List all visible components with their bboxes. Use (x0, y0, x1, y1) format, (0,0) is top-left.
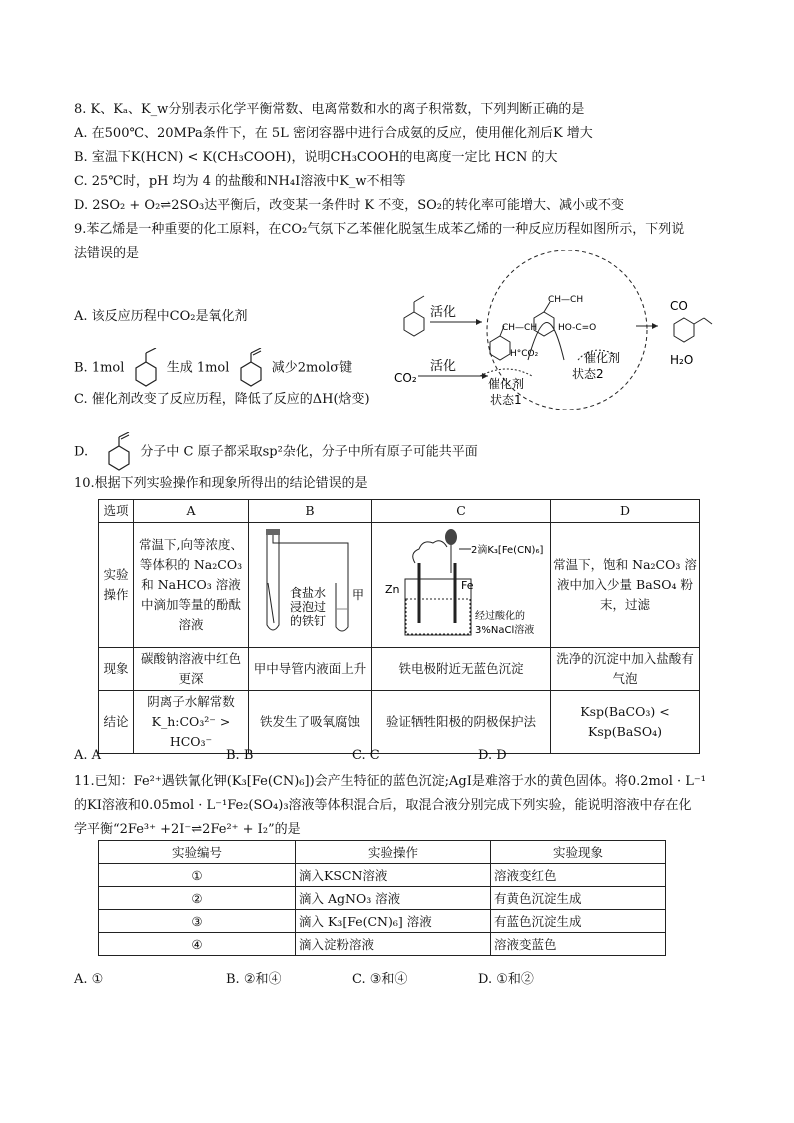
q9-option-d-prefix: D. (74, 444, 89, 460)
styrene-product-icon (674, 318, 712, 342)
q11-exp-phenomenon: 溶液变红色 (491, 864, 666, 887)
q11-header-cell: 实验操作 (296, 841, 491, 864)
q11-stem-line2: 的KI溶液和0.05mol · L⁻¹Fe₂(SO₄)₃溶液等体积混合后，取混合液分别完成下列实验，能说明溶液中存在化 (74, 798, 692, 813)
q10-row-label: 现象 (99, 648, 134, 691)
q11-answer-a: A. ① (74, 972, 104, 987)
q11-header-cell: 实验现象 (491, 841, 666, 864)
q11-exp-operation: 滴入 K₃[Fe(CN)₆] 溶液 (296, 910, 491, 933)
q11-exp-operation: 滴入淀粉溶液 (296, 933, 491, 956)
q11-exp-operation: 滴入 AgNO₃ 溶液 (296, 887, 491, 910)
q10-op-c-figure (372, 523, 551, 648)
q9-option-b-suffix: 减少2molσ键 (271, 360, 353, 376)
q10-conclusion-row (99, 691, 700, 754)
zn-electrode-label: Zn (385, 583, 400, 596)
q10-op-b-figure (249, 523, 372, 648)
q10-header-cell: 选项 (99, 500, 134, 523)
state2-molecule-icon (534, 295, 596, 336)
q10-header-row (99, 500, 700, 523)
fe-electrode-label: Fe (461, 579, 474, 592)
electrochemistry-apparatus-diagram (375, 523, 547, 641)
state1-molecule-icon (490, 323, 539, 360)
state2-label: 状态2 (572, 367, 604, 381)
catalyst-label-1: 催化剂 (488, 377, 525, 391)
q10-co-a: 阴离子水解常数K_h:CO₃²⁻ > HCO₃⁻ (134, 691, 249, 754)
q11-exp-phenomenon: 有黄色沉淀生成 (491, 887, 666, 910)
q11-exp-phenomenon: 溶液变蓝色 (491, 933, 666, 956)
q10-stem: 10.根据下列实验操作和现象所得出的结论错误的是 (74, 476, 368, 491)
q10-ph-a: 碳酸钠溶液中红色更深 (134, 648, 249, 691)
q8-stem: 8. K、Kₐ、K_w分别表示化学平衡常数、电离常数和水的离子积常数，下列判断正确的是 (74, 102, 585, 117)
q9-stem-line2: 法错误的是 (74, 246, 140, 261)
table-row (99, 887, 666, 910)
styrene-structure-icon (102, 432, 136, 472)
styrene-structure-icon (234, 348, 268, 388)
drop-reagent-label: 2滴K₃[Fe(CN)₆] (471, 545, 544, 556)
test-tube-apparatus-diagram (252, 523, 368, 641)
q10-header-cell: B (249, 500, 372, 523)
q10-operation-row (99, 523, 700, 648)
q8-option-a: A. 在500℃、20MPa条件下，在 5L 密闭容器中进行合成氨的反应，使用催化剂后K 增大 (74, 126, 593, 141)
q10-co-d: Ksp(BaCO₃) < Ksp(BaSO₄) (551, 691, 700, 754)
q8-option-d: D. 2SO₂ + O₂⇌2SO₃达平衡后，改变某一条件时 K 不变，SO₂的转化率可能增大、减小或不变 (74, 198, 624, 213)
co2-label: CO₂ (394, 371, 417, 385)
table-row (99, 910, 666, 933)
q9-option-d (74, 432, 478, 472)
q8-option-c: C. 25℃时，pH 均为 4 的盐酸和NH₄I溶液中K_w不相等 (74, 174, 406, 189)
q9-stem-line1: 9.苯乙烯是一种重要的化工原料，在CO₂气氛下乙苯催化脱氢生成苯乙烯的一种反应历程如图所示，下列说 (74, 222, 685, 237)
q10-op-d: 常温下，饱和 Na₂CO₃ 溶液中加入少量 BaSO₄ 粉末，过滤 (551, 523, 700, 648)
svg-text:CH—CH: CH—CH (548, 295, 584, 305)
q9-option-a: A. 该反应历程中CO₂是氧化剂 (74, 309, 248, 324)
q8-option-b: B. 室温下K(HCN) < K(CH₃COOH)，说明CH₃COOH的电离度一定比 HCN 的大 (74, 150, 558, 165)
q10-ph-b: 甲中导管内液面上升 (249, 648, 372, 691)
q10-table (98, 499, 700, 754)
q10-header-cell: D (551, 500, 700, 523)
svg-text:H°CO₂: H°CO₂ (510, 349, 539, 359)
q11-stem-line3: 学平衡“2Fe³⁺ +2I⁻⇌2Fe²⁺ + I₂”的是 (74, 822, 301, 837)
table-row (99, 864, 666, 887)
q10-co-b: 铁发生了吸氧腐蚀 (249, 691, 372, 754)
table-row (99, 933, 666, 956)
q10-op-a: 常温下,向等浓度、等体积的 Na₂CO₃ 和 NaHCO₃ 溶液中滴加等量的酚酞溶液 (134, 523, 249, 648)
q11-answer-d: D. ①和② (478, 972, 534, 987)
product-co-label: CO (670, 299, 688, 313)
q10-answer-c: C. C (352, 748, 380, 763)
svg-text:经过酸化的3%NaCl溶液: 经过酸化的 3%NaCl溶液 (475, 611, 535, 636)
q11-stem-line1: 11.已知：Fe²⁺遇铁氰化钾(K₃[Fe(CN)₆])会产生特征的蓝色沉淀;AgI是难溶于水的黄色固体。将0.2mol · L⁻¹ (74, 774, 706, 789)
q9-option-b (74, 348, 352, 388)
catalyst-label-2: 催化剂 (584, 351, 621, 365)
q10-ph-d: 洗净的沉淀中加入盐酸有气泡 (551, 648, 700, 691)
svg-text:CH—CH: CH—CH (502, 323, 538, 333)
ethylbenzene-reactant-icon (404, 296, 424, 336)
q11-exp-number: ③ (99, 910, 296, 933)
state1-label: 状态1 (490, 393, 522, 407)
tube-jia-label: 甲 (352, 588, 365, 602)
q10-answer-b: B. B (226, 748, 254, 763)
q11-exp-phenomenon: 有蓝色沉淀生成 (491, 910, 666, 933)
q11-exp-number: ④ (99, 933, 296, 956)
q11-header-row (99, 841, 666, 864)
q9-option-c: C. 催化剂改变了反应历程，降低了反应的ΔH(焓变) (74, 392, 370, 407)
q10-header-cell: A (134, 500, 249, 523)
q10-co-c: 验证牺牲阳极的阴极保护法 (372, 691, 551, 754)
activate-label-2: 活化 (430, 359, 457, 374)
q9-option-d-suffix: 分子中 C 原子都采取sp²杂化，分子中所有原子可能共平面 (140, 444, 478, 460)
ethylbenzene-structure-icon (129, 348, 163, 388)
q11-answer-b: B. ②和④ (226, 972, 282, 987)
q10-header-cell: C (372, 500, 551, 523)
svg-text:HO-C=O: HO-C=O (558, 323, 597, 333)
product-h2o-label: H₂O (670, 353, 694, 367)
q10-row-label: 结论 (99, 691, 134, 754)
q11-exp-number: ① (99, 864, 296, 887)
q11-table (98, 840, 666, 956)
q11-exp-operation: 滴入KSCN溶液 (296, 864, 491, 887)
q9-reaction-mechanism-diagram (392, 250, 722, 410)
q11-exp-number: ② (99, 887, 296, 910)
q9-option-b-prefix: B. 1mol (74, 360, 125, 376)
svg-text:食盐水浸泡过的铁钉: 食盐水浸泡过的铁钉 (290, 586, 327, 628)
activate-label-1: 活化 (430, 305, 457, 320)
q10-ph-c: 铁电极附近无蓝色沉淀 (372, 648, 551, 691)
q11-header-cell: 实验编号 (99, 841, 296, 864)
q10-phenomenon-row (99, 648, 700, 691)
q10-row-label: 实验 操作 (99, 523, 134, 648)
q10-answer-d: D. D (478, 748, 507, 763)
q9-option-b-mid: 生成 1mol (166, 360, 230, 376)
q11-answer-c: C. ③和④ (352, 972, 408, 987)
q10-answer-a: A. A (74, 748, 102, 763)
